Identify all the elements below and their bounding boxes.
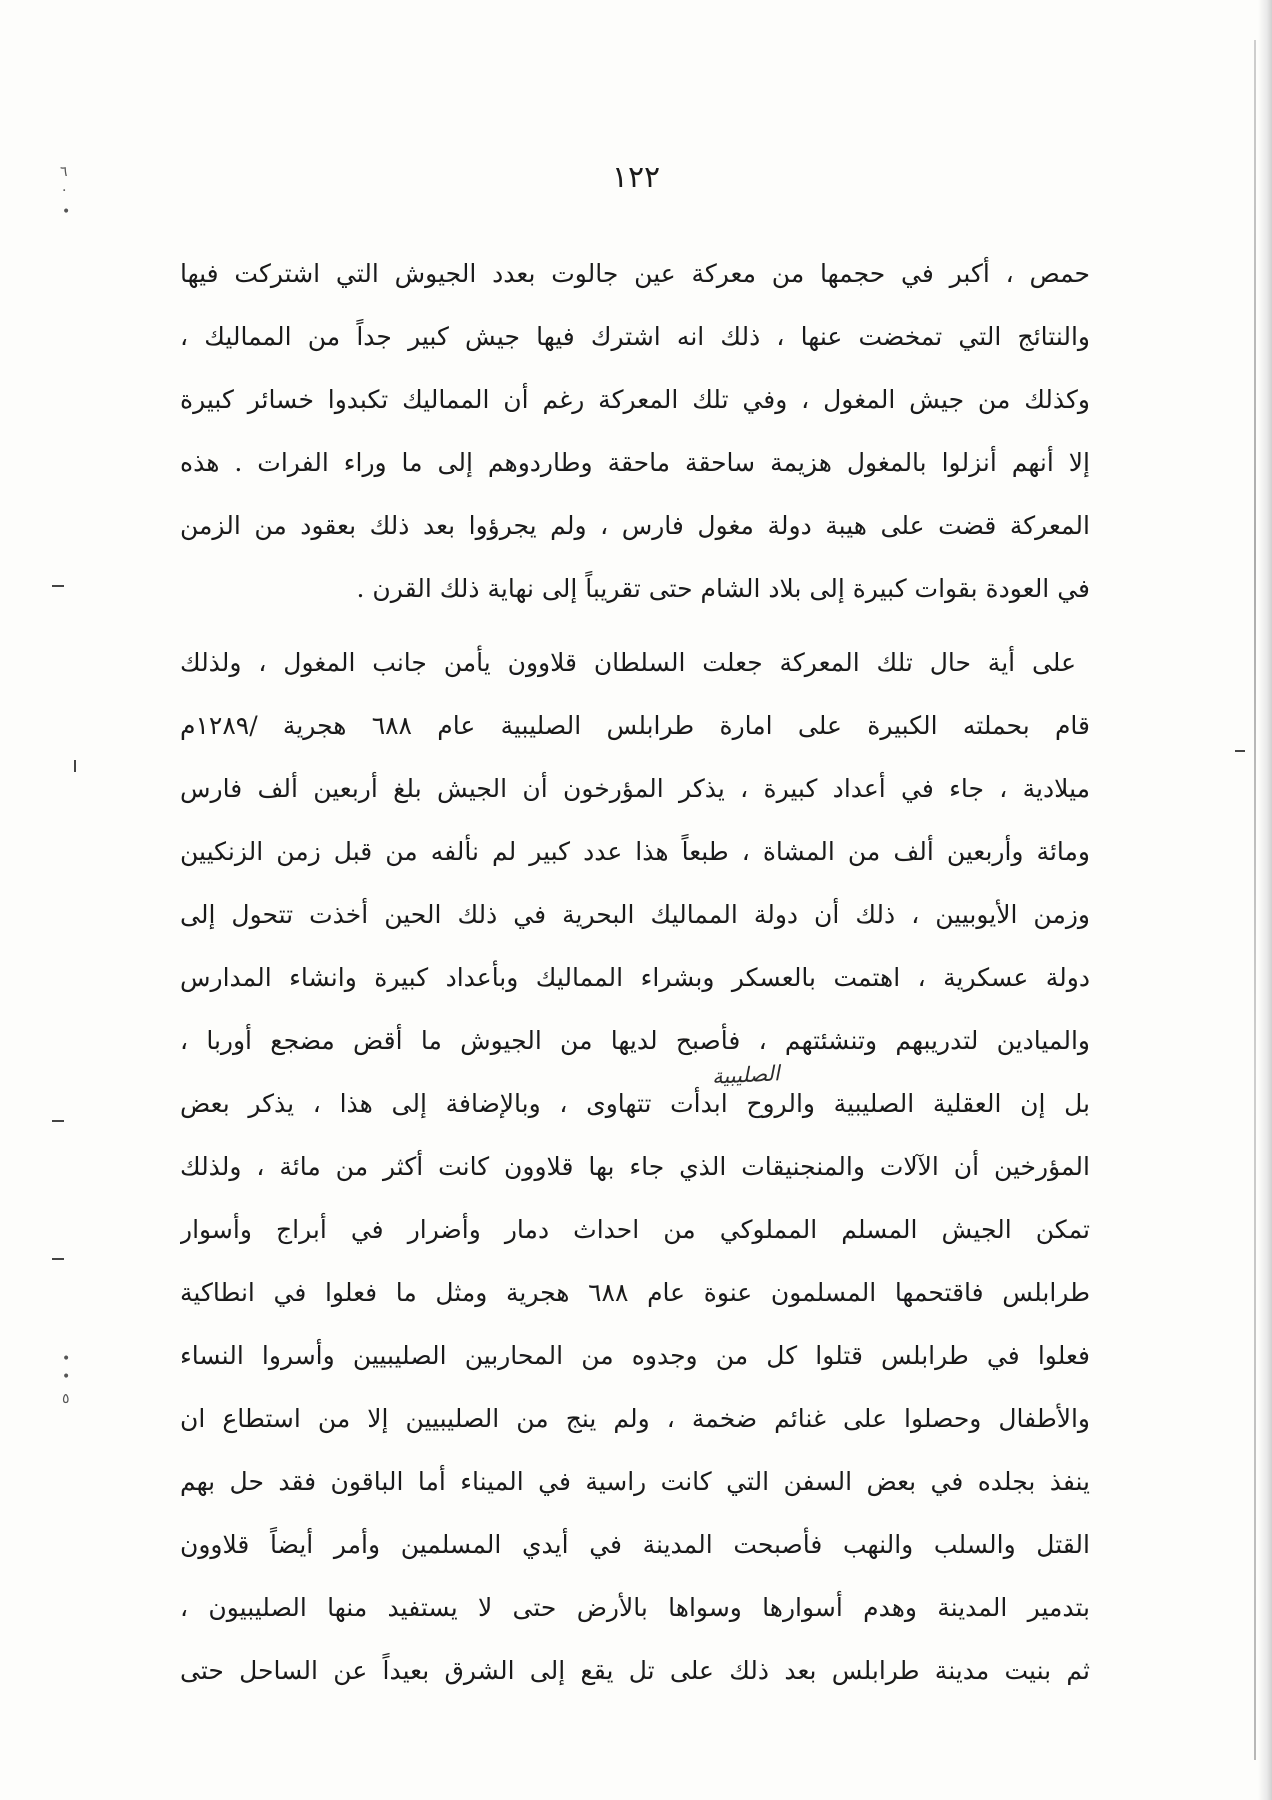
text-line: تمكن الجيش المسلم المملوكي من احداث دمار وأضرار في أبراج وأسوار <box>180 1215 1090 1244</box>
margin-mark: • <box>62 1369 71 1385</box>
text-line: وكذلك من جيش المغول ، وفي تلك المعركة رغم أن المماليك تكبدوا خسائر كبيرة <box>180 385 1090 414</box>
text-line: طرابلس فاقتحمها المسلمون عنوة عام ٦٨٨ هجرية ومثل ما فعلوا في انطاكية <box>180 1278 1090 1307</box>
text-line: قام بحملته الكبيرة على امارة طرابلس الصليبية عام ٦٨٨ هجرية /١٢٨٩م <box>180 711 1090 740</box>
paragraph-1 <box>180 242 1090 620</box>
margin-dash <box>74 760 76 772</box>
text-line: والميادين لتدريبهم وتنشئتهم ، فأصبح لديها من الجيوش ما أقض مضجع أوربا ، <box>180 1026 1090 1055</box>
text-line: القتل والسلب والنهب فأصبحت المدينة في أيدي المسلمين وأمر أيضاً قلاوون <box>180 1530 1090 1559</box>
text-line: المؤرخين أن الآلات والمنجنيقات الذي جاء بها قلاوون كانت أكثر من مائة ، ولذلك <box>180 1152 1090 1181</box>
text-line: فعلوا في طرابلس قتلوا كل من وجدوه من المحاربين الصليبيين وأسروا النساء <box>180 1341 1090 1370</box>
text-line: والأطفال وحصلوا على غنائم ضخمة ، ولم ينج من الصليبيين إلا من استطاع ان <box>180 1404 1090 1433</box>
text-line: دولة عسكرية ، اهتمت بالعسكر وبشراء المماليك وبأعداد كبيرة وانشاء المدارس <box>180 963 1090 992</box>
text-line: حمص ، أكبر في حجمها من معركة عين جالوت بعدد الجيوش التي اشتركت فيها <box>180 259 1090 288</box>
text-line: ومائة وأربعين ألف من المشاة ، طبعاً هذا عدد كبير لم نألفه من قبل زمن الزنكيين <box>180 837 1090 866</box>
margin-dash <box>1235 750 1245 752</box>
margin-dash <box>52 585 64 587</box>
margin-rule <box>1254 40 1256 1760</box>
text-line: في العودة بقوات كبيرة إلى بلاد الشام حتى تقريباً إلى نهاية ذلك القرن . <box>356 574 1090 603</box>
text-line: وزمن الأيوبيين ، ذلك أن دولة المماليك البحرية في ذلك الحين أخذت تتحول إلى <box>180 900 1090 929</box>
page-number: ١٢٢ <box>611 160 661 195</box>
margin-mark: ٦ <box>60 164 68 180</box>
margin-dash <box>52 1120 64 1122</box>
paragraph-2 <box>180 631 1090 1702</box>
text-line: ثم بنيت مدينة طرابلس بعد ذلك على تل يقع إلى الشرق بعيداً عن الساحل حتى <box>180 1656 1090 1685</box>
text-line: ميلادية ، جاء في أعداد كبيرة ، يذكر المؤرخون أن الجيش بلغ أربعين ألف فارس <box>180 774 1090 803</box>
body-text <box>180 242 1090 1702</box>
text-line: بل إن العقلية الصليبية والروح ابدأت تتهاوى ، وبالإضافة إلى هذا ، يذكر بعض <box>180 1089 1090 1118</box>
text-line: بتدمير المدينة وهدم أسوارها وسواها بالأرض حتى لا يستفيد منها الصليبيون ، <box>180 1593 1090 1622</box>
page-edge-shadow <box>1258 0 1272 1800</box>
margin-mark: ٥ <box>62 1391 70 1407</box>
text-line: والنتائج التي تمخضت عنها ، ذلك انه اشترك فيها جيش كبير جداً من المماليك ، <box>180 322 1090 351</box>
text-line: المعركة قضت على هيبة دولة مغول فارس ، ولم يجرؤوا بعد ذلك بعقود من الزمن <box>180 511 1090 540</box>
margin-dash <box>52 1258 64 1260</box>
text-line: على أية حال تلك المعركة جعلت السلطان قلاوون يأمن جانب المغول ، ولذلك <box>180 648 1076 677</box>
text-line: إلا أنهم أنزلوا بالمغول هزيمة ساحقة ماحقة وطاردوهم إلى ما وراء الفرات . هذه <box>180 448 1090 477</box>
text-line: ينفذ بجلده في بعض السفن التي كانت راسية في الميناء أما الباقون فقد حل بهم <box>180 1467 1090 1496</box>
margin-mark: · <box>62 183 67 199</box>
handwritten-annotation: الصليبية <box>711 1061 781 1089</box>
margin-mark: • <box>62 1351 71 1367</box>
margin-mark: • <box>62 204 71 220</box>
